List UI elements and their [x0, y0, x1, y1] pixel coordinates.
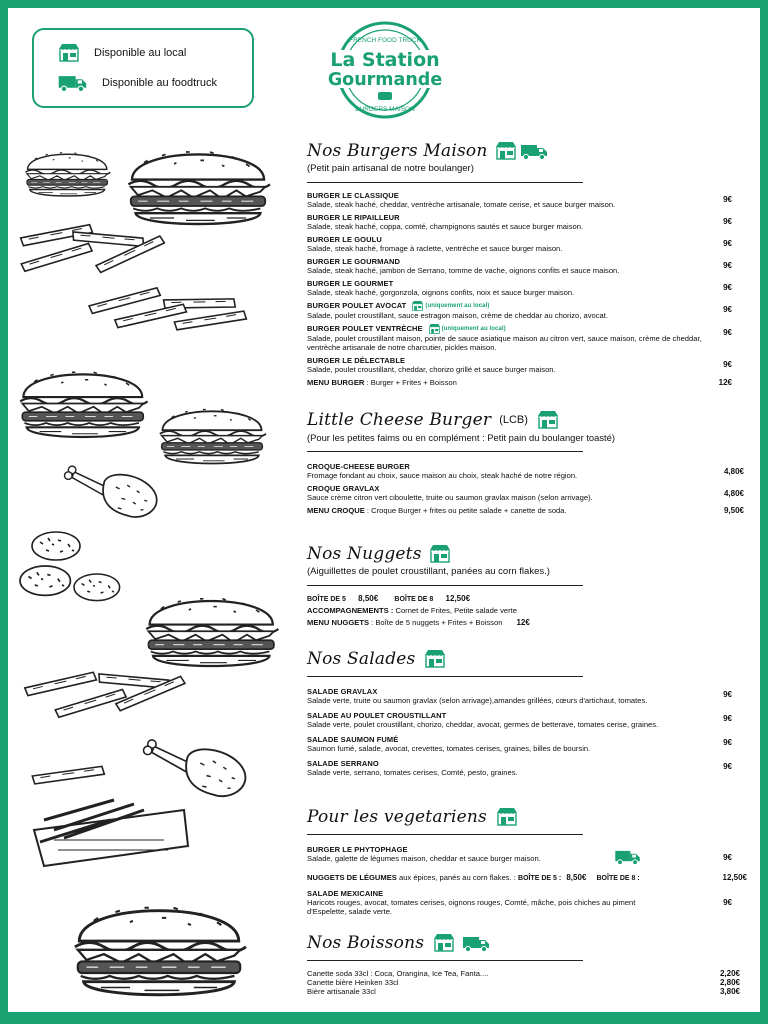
menu-nuggets-label: MENU NUGGETS: [307, 618, 370, 627]
box-8-label: BOÎTE DE 8: [394, 596, 434, 603]
legend-truck: [58, 74, 217, 92]
menu-croque: [307, 506, 744, 515]
item-name: SALADE AU POULET CROUSTILLANT: [307, 711, 447, 720]
item-price: 4,80€: [723, 489, 744, 498]
burgers-header: [307, 140, 740, 162]
item-desc: Haricots rouges, avocat, tomates cerises, oignons rouges, Comté, mâche, pois chiches au piment d'Espelette, salade verte.: [307, 898, 636, 916]
item-desc: Fromage fondant au choix, sauce maison au choix, steak haché de notre région.: [307, 471, 578, 480]
cheese-section: [307, 409, 744, 515]
salades-header: [307, 648, 740, 670]
divider: [307, 182, 583, 183]
nuggets-title: Nos Nuggets: [307, 544, 422, 564]
menu-item: [307, 191, 740, 209]
item-desc: Saumon fumé, salade, avocat, crevettes, tomates cerises, graines, billes de boursin.: [307, 744, 591, 753]
fries-cone-illustration: [34, 800, 188, 866]
menu-item: [307, 301, 740, 320]
veg-box-8-price: 12,50€: [722, 873, 747, 882]
item-desc: Salade verte, truite ou saumon gravlax (selon arrivage),amandes grillées, cœurs d'artichaut, tomates.: [307, 696, 648, 705]
shop-icon: [497, 808, 517, 826]
legend-local-label: Disponible au local: [94, 47, 187, 59]
item-name: BURGER LE DÉLECTABLE: [307, 356, 406, 366]
item-name: BURGER LE GOURMAND: [307, 257, 401, 266]
item-desc: Salade, steak haché, fromage à raclette, ventrèche et sauce burger maison.: [307, 244, 563, 253]
menu-burger-price: 12€: [718, 378, 732, 388]
menu-nuggets-price: 12€: [516, 618, 530, 627]
truck-icon: [462, 935, 491, 952]
item-desc: Salade, steak haché, coppa, comté, champignons sautés et sauce burger maison.: [307, 222, 584, 231]
logo-top-text: FRENCH FOOD TRUCK: [349, 37, 421, 44]
veg-section: [307, 806, 747, 916]
burger-illustration: [128, 152, 270, 224]
burger-illustration: [146, 599, 278, 666]
shop-icon: [58, 44, 80, 62]
menu-croque-text: : Croque Burger + frites ou petite salade + canette de soda.: [364, 506, 567, 515]
fries-illustration: [88, 287, 161, 313]
item-name: BURGER LE GOURMET: [307, 279, 394, 288]
nugget-illustration: [74, 574, 120, 601]
legend-truck-label: Disponible au foodtruck: [102, 77, 217, 89]
item-desc: Salade, steak haché, gorgonzola, oignons confits, noix et sauce burger maison.: [307, 288, 575, 297]
menu-item: [307, 324, 740, 352]
menu-item: [307, 257, 740, 275]
salades-title: Nos Salades: [307, 649, 416, 669]
menu-item: [307, 687, 740, 705]
menu-item: [307, 279, 740, 297]
item-desc: Salade, galette de légumes maison, cheddar et sauce burger maison.: [307, 854, 541, 863]
nuggets-subtitle: (Aiguillettes de poulet croustillant, panées au corn flakes.): [307, 566, 550, 577]
shop-icon: [434, 934, 454, 952]
nuggets-sides: [307, 606, 740, 615]
item-name: BURGER POULET VENTRÈCHE (uniquement au local): [307, 324, 506, 334]
item-price: 9€: [723, 690, 732, 699]
menu-nuggets-text: : Boîte de 5 nuggets + Frites + Boisson: [369, 618, 503, 627]
item-price: 9€: [723, 714, 732, 723]
menu-item: [307, 462, 744, 480]
item-name: BURGER LE CLASSIQUE: [307, 191, 399, 200]
veg-item-mex: [307, 889, 740, 916]
item-name: BURGER LE RIPAILLEUR: [307, 213, 400, 222]
logo: [312, 20, 458, 120]
shop-icon: [429, 324, 440, 334]
fries-illustration: [32, 766, 105, 784]
fries-illustration: [20, 243, 93, 272]
item-price: 9€: [723, 283, 732, 292]
nugget-illustration: [32, 532, 80, 560]
boissons-header: [307, 932, 740, 954]
shop-icon: [425, 650, 445, 668]
divider: [307, 676, 583, 677]
boissons-title: Nos Boissons: [307, 933, 425, 953]
item-name: BURGER POULET AVOCAT (uniquement au local): [307, 301, 490, 310]
burger-illustration: [160, 410, 266, 464]
menu-burger-label: MENU BURGER: [307, 378, 365, 388]
veg-title: Pour les vegetariens: [307, 807, 487, 827]
drink-price: 2,20€: [719, 969, 740, 978]
menu-item: [307, 356, 740, 374]
nuggets-header: [307, 543, 740, 565]
item-name: BURGER LE GOULU: [307, 235, 382, 244]
drink-price: 3,80€: [719, 987, 740, 996]
chicken-leg-illustration: [144, 740, 246, 796]
menu-item: [307, 759, 740, 777]
drink-item: [307, 978, 740, 987]
item-price: 9€: [723, 261, 732, 270]
drink-item: [307, 969, 740, 978]
item-desc: Salade, poulet croustillant, sauce estragon maison, crème de cheddar au chorizo, avocat.: [307, 311, 608, 321]
logo-bottom-text: BURGERS MAISON: [355, 106, 415, 113]
nuggets-section: [307, 543, 740, 627]
nugget-illustration: [20, 566, 70, 595]
legend-box: [32, 28, 254, 108]
shop-icon: [538, 411, 558, 429]
truck-icon: [58, 74, 88, 92]
menu-croque-price: 9,50€: [723, 506, 744, 515]
menu-item: [307, 484, 744, 502]
menu-croque-label: MENU CROQUE: [307, 506, 365, 515]
box-8-price: 12,50€: [445, 594, 471, 603]
item-price: 9€: [723, 738, 732, 747]
divider: [307, 960, 583, 961]
menu-nuggets: [307, 618, 740, 627]
box-5-label: BOÎTE DE 5: [307, 596, 346, 603]
shop-icon: [496, 142, 516, 160]
item-name: SALADE SAUMON FUMÉ: [307, 735, 399, 744]
cheese-list: [307, 462, 744, 502]
drink-price: 2,80€: [719, 978, 740, 987]
item-price: 9€: [723, 328, 732, 338]
item-name: CROQUE-CHEESE BURGER: [307, 462, 410, 471]
item-tag: (uniquement au local): [425, 303, 490, 310]
boissons-list: [307, 969, 740, 996]
item-desc: Salade verte, serrano, tomates cerises, Comté, pesto, graines.: [307, 768, 518, 777]
item-price: 9€: [723, 239, 732, 248]
item-desc: Salade, poulet croustillant maison, pointe de sauce asiatique maison au citron vert, sauce maison, crème de cheddar, ventrèche artisanale de notre charcutier, pickles maison.: [307, 334, 702, 353]
item-name: BURGER LE PHYTOPHAGE: [307, 845, 408, 854]
cheese-header: [307, 409, 740, 431]
item-price: 9€: [723, 762, 732, 771]
item-price: 9€: [723, 898, 732, 907]
menu-item: [307, 213, 740, 231]
logo-line-1: La Station: [330, 49, 440, 71]
item-name: SALADE GRAVLAX: [307, 687, 378, 696]
item-name: SALADE SERRANO: [307, 759, 379, 768]
divider: [307, 834, 583, 835]
item-desc: Salade, steak haché, cheddar, ventrèche artisanale, tomate cerise, et sauce burger maison.: [307, 200, 616, 209]
shop-icon: [430, 545, 450, 563]
salades-list: [307, 687, 740, 777]
food-illustrations: [14, 130, 289, 1014]
logo-line-2: Gourmande: [327, 70, 443, 90]
burgers-list: [307, 191, 740, 374]
veg-nuggets: [307, 873, 747, 882]
item-desc: Salade verte, poulet croustillant, chorizo, cheddar, avocat, germes de betterave, tomates cerise, graines.: [307, 720, 659, 729]
drink-name: Canette soda 33cl : Coca, Orangina, Ice Tea, Fanta....: [307, 969, 489, 978]
menu-item: [307, 711, 740, 729]
veg-nuggets-text: aux épices, panés au corn flakes. :: [396, 873, 519, 882]
cheese-abbr: (LCB): [499, 414, 528, 426]
burger-illustration: [20, 372, 147, 437]
box-5-price: 8,50€: [358, 594, 379, 603]
veg-nuggets-label: NUGGETS DE LÉGUMES: [307, 873, 397, 882]
item-price: 4,80€: [723, 467, 744, 476]
burgers-subtitle: (Petit pain artisanal de notre boulanger): [307, 163, 474, 174]
veg-box-5-label: BOÎTE DE 5 :: [518, 875, 562, 882]
fries-illustration: [174, 311, 247, 330]
shop-icon: [412, 301, 423, 311]
item-price: 9€: [723, 853, 732, 862]
burgers-section: [307, 140, 740, 387]
veg-box-5-price: 8,50€: [566, 873, 587, 882]
nuggets-boxes: [307, 594, 740, 603]
menu-burger-text: : Burger + Frites + Boisson: [364, 378, 457, 388]
item-price: 9€: [723, 195, 732, 204]
item-desc: Salade, steak haché, jambon de Serrano, tomme de vache, oignons confits et sauce maison.: [307, 266, 620, 275]
divider: [307, 451, 583, 452]
item-name: SALADE MEXICAINE: [307, 889, 384, 898]
burger-illustration: [25, 153, 110, 196]
logo-truck-icon: [378, 92, 392, 100]
item-price: 9€: [723, 217, 732, 226]
cheese-subtitle: (Pour les petites faims ou en complément : Petit pain du boulanger toasté): [307, 432, 615, 443]
item-desc: Sauce crème citron vert ciboulette, truite ou saumon gravlax maison (selon arrivage).: [307, 493, 593, 502]
veg-header: [307, 806, 740, 828]
menu-item: [307, 735, 740, 753]
item-desc: Salade, poulet croustillant, cheddar, chorizo grillé et sauce burger maison.: [307, 365, 556, 375]
sides-label: ACCOMPAGNEMENTS :: [307, 606, 394, 615]
salades-section: [307, 648, 740, 783]
item-price: 9€: [723, 305, 732, 314]
veg-item-phyto: [307, 845, 740, 871]
drink-name: Bière artisanale 33cl: [307, 987, 376, 996]
item-name: CROQUE GRAVLAX: [307, 484, 380, 493]
fries-illustration: [24, 672, 97, 696]
menu-burger: [307, 378, 740, 387]
truck-icon: [520, 143, 549, 160]
item-tag: (uniquement au local): [441, 326, 506, 333]
burger-illustration: [75, 908, 246, 995]
burgers-title: Nos Burgers Maison: [307, 141, 488, 161]
cheese-title: Little Cheese Burger: [307, 410, 492, 430]
boissons-section: [307, 932, 740, 996]
chicken-leg-illustration: [65, 466, 157, 517]
menu-item: [307, 235, 740, 253]
legend-local: [58, 44, 186, 62]
veg-box-8-label: BOÎTE DE 8 :: [596, 875, 640, 882]
drink-item: [307, 987, 740, 996]
item-price: 9€: [723, 360, 732, 370]
truck-icon: [615, 849, 641, 865]
drink-name: Canette bière Heinken 33cl: [307, 978, 399, 987]
divider: [307, 585, 583, 586]
sides-text: Cornet de Frites, Petite salade verte: [393, 606, 518, 615]
